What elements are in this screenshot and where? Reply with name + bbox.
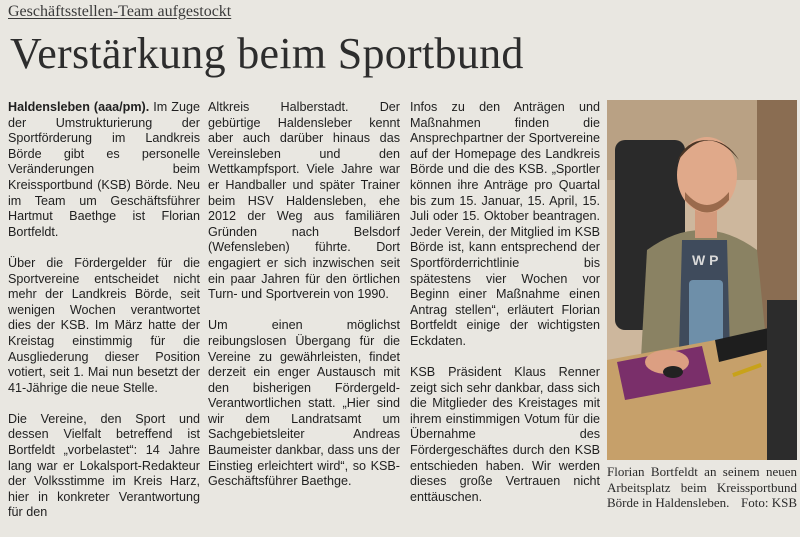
paragraph: Die Vereine, den Sport und dessen Vielfalt betreffend ist Bortfeldt „vorbelastet“: 14 Jahre lang war er Lokalsport-Redakteur der Volksstimme im Kreis Harz, hier in konkreter Verantwortung für den <box>8 411 200 520</box>
photo-credit: Foto: KSB <box>741 495 797 510</box>
photo-caption <box>607 464 797 511</box>
article-column-3 <box>410 100 600 534</box>
article-headline: Verstärkung beim Sportbund <box>10 29 524 78</box>
paragraph: Infos zu den Anträgen und Maßnahmen finden die Ansprechpartner der Sportvereine auf der Homepage des Landkreis Börde und die des KSB. „Sportler können ihre Anträge pro Quartal bis zum 15. Januar, 15. April, 15. Juli oder 15. Oktober beantragen. Jeder Verein, der Mitglied im KSB Börde ist, kann entsprechend der Sportförderrichtlinie bis spätestens vier Wochen vor Beginn einer Maßnahme einen Antrag stellen“, erläutert Florian Bortfeldt einige der wichtigsten Eckdaten. <box>410 100 600 348</box>
paragraph-text: Im Zuge der Umstrukturierung der Sportförderung im Landkreis Börde gibt es personelle Veränderungen beim Kreissportbund (KSB) Börde. Neu im Team um Geschäftsführer Hartmut Baethge ist Florian Bortfeldt. <box>8 100 200 239</box>
dateline: Haldensleben (aaa/pm). <box>8 100 150 114</box>
article-photo <box>607 100 797 460</box>
photo-illustration <box>607 100 797 460</box>
article-column-2 <box>208 100 400 534</box>
paragraph: Um einen möglichst reibungslosen Übergang für die Vereine zu gewährleisten, findet derzeit ein enger Austausch mit den bisherigen Fördergeld-Verantwortlichen statt. „Hier sind wir dem Landratsamt um Sachgebietsleiter Andreas Baumeister dankbar, dass uns der Einstieg erleichtert wird“, so KSB-Geschäftsführer Baethge. <box>208 318 400 489</box>
paragraph: Über die Fördergelder für die Sportvereine entscheidet nicht mehr der Landkreis Börde, seit wenigen Wochen verantwortet dies der KSB. Im März hatte der Kreistag einstimmig für die Ausgliederung dieser Position votiert, seit 1. Mai nun besetzt der 41-Jährige die neue Stelle. <box>8 255 200 395</box>
article-column-1 <box>8 100 200 534</box>
paragraph <box>8 100 200 240</box>
svg-text:W P: W P <box>692 252 719 268</box>
article-kicker: Geschäftsstellen-Team aufgestockt <box>8 3 232 20</box>
caption-text: Florian Bortfeldt an seinem neuen Arbeitsplatz beim Kreissportbund Börde in Haldensleben. <box>607 464 797 510</box>
paragraph: Altkreis Halberstadt. Der gebürtige Haldensleber kennt aber auch darüber hinaus das Vereinsleben und den Wettkampfsport. Viele Jahre war er Handballer und später Trainer beim HSV Haldensleben, ehe 2012 der Weg aus familiären Gründen nach Belsdorf (Wefensleben) führte. Dort engagiert er sich inzwischen seit ein paar Jahren für den örtlichen Turn- und Sportverein von 1990. <box>208 100 400 302</box>
paragraph: KSB Präsident Klaus Renner zeigt sich sehr dankbar, dass sich die Mitglieder des Kreistages mit ihrem einstimmigen Votum für die Übernahme des Fördergeschäftes durch den KSB entschieden haben. Wir werden dieses große Vertrauen nicht enttäuschen. <box>410 365 600 504</box>
